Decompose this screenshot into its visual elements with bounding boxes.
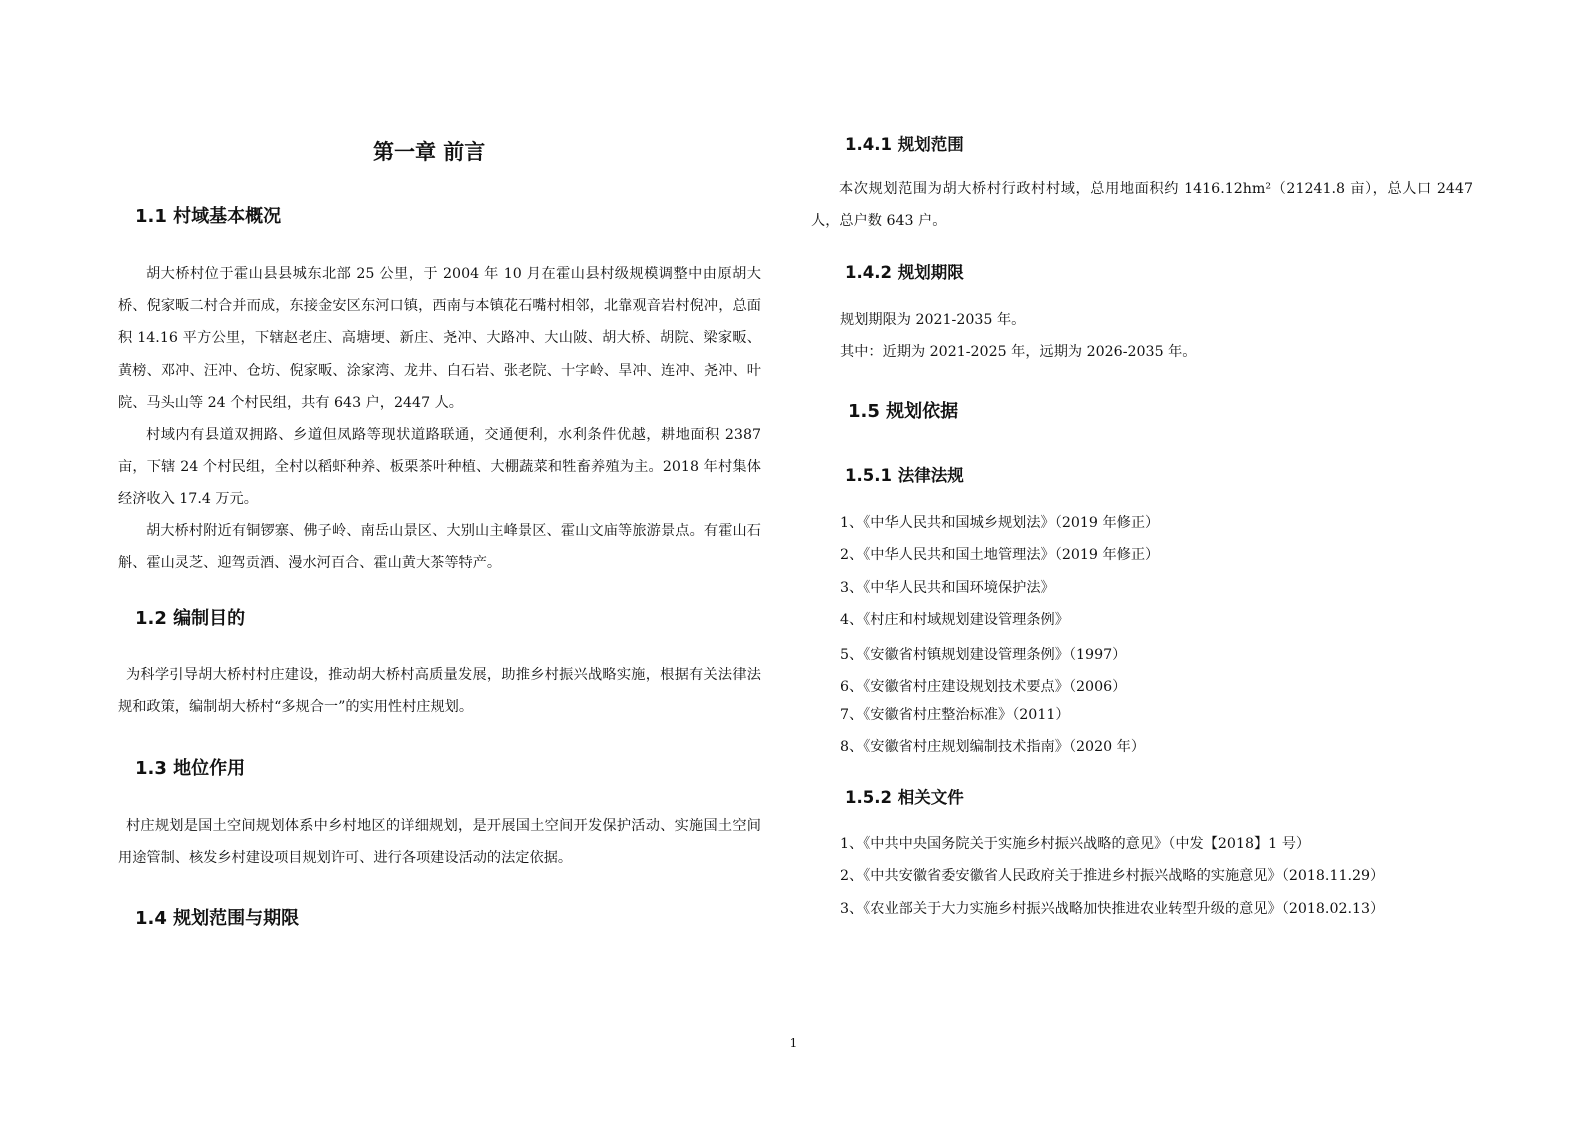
law-list-item: 6、《安徽省村庄建设规划技术要点》（2006） xyxy=(840,679,1127,695)
planning-period-line: 规划期限为 2021-2035 年。 xyxy=(840,312,1026,328)
section-heading-1-3: 1.3 地位作用 xyxy=(135,758,246,779)
section-heading-1-5: 1.5 规划依据 xyxy=(848,401,959,422)
law-list-item: 1、《中华人民共和国城乡规划法》（2019 年修正） xyxy=(840,515,1160,531)
law-list-item: 7、《安徽省村庄整治标准》（2011） xyxy=(840,707,1070,723)
law-list-item: 4、《村庄和村域规划建设管理条例》 xyxy=(840,612,1069,628)
section-heading-1-4-1: 1.4.1 规划范围 xyxy=(845,135,964,154)
paragraph-planning-scope: 本次规划范围为胡大桥村行政村村域，总用地面积约 1416.12hm²（21241.8 亩），总人口 2447 人，总户数 643 户。 xyxy=(811,181,1473,230)
section-heading-1-1: 1.1 村域基本概况 xyxy=(135,206,282,227)
chapter-title: 第一章 前言 xyxy=(373,140,486,164)
paragraph-village-overview: 胡大桥村位于霍山县县城东北部 25 公里，于 2004 年 10 月在霍山县村级规模调整中由原胡大桥、倪家畈二村合并而成，东接金安区东河口镇，西南与本镇花石嘴村相邻，北靠观音岩村倪冲，总面积 14.16 平方公里，下辖赵老庄、高塘埂、新庄、尧冲、大路冲、大山陂、胡大桥、胡院、梁家畈、黄榜、邓冲、汪冲、仓坊、倪家畈、涂家湾、龙井、白石岩、张老院、十字岭、旱冲、连冲、尧冲、叶院、马头山等 24 个村民组，共有 643 户，2447 人。 xyxy=(118,266,761,411)
law-list-item: 3、《中华人民共和国环境保护法》 xyxy=(840,580,1055,596)
section-heading-1-5-2: 1.5.2 相关文件 xyxy=(845,788,964,807)
related-doc-item: 2、《中共安徽省委安徽省人民政府关于推进乡村振兴战略的实施意见》（2018.11.29） xyxy=(840,868,1385,884)
related-doc-item: 1、《中共中央国务院关于实施乡村振兴战略的意见》（中发【2018】1 号） xyxy=(840,836,1311,852)
law-list-item: 2、《中华人民共和国土地管理法》（2019 年修正） xyxy=(840,547,1160,563)
paragraph-tourism-specialties: 胡大桥村附近有铜锣寨、佛子岭、南岳山景区、大别山主峰景区、霍山文庙等旅游景点。有霍山石斛、霍山灵芝、迎驾贡酒、漫水河百合、霍山黄大茶等特产。 xyxy=(118,523,761,572)
related-doc-item: 3、《农业部关于大力实施乡村振兴战略加快推进农业转型升级的意见》（2018.02.13） xyxy=(840,901,1385,917)
paragraph-purpose: 为科学引导胡大桥村村庄建设，推动胡大桥村高质量发展，助推乡村振兴战略实施，根据有关法律法规和政策，编制胡大桥村“多规合一”的实用性村庄规划。 xyxy=(118,667,761,716)
section-heading-1-4-2: 1.4.2 规划期限 xyxy=(845,263,964,282)
section-heading-1-2: 1.2 编制目的 xyxy=(135,608,246,629)
paragraph-transport-economy: 村域内有县道双拥路、乡道但凤路等现状道路联通，交通便利，水利条件优越，耕地面积 2387 亩，下辖 24 个村民组，全村以稻虾种养、板栗茶叶种植、大棚蔬菜和牲畜养殖为主。2018 年村集体经济收入 17.4 万元。 xyxy=(118,427,761,508)
page-number: 1 xyxy=(789,1036,798,1050)
section-heading-1-5-1: 1.5.1 法律法规 xyxy=(845,466,964,485)
law-list-item: 8、《安徽省村庄规划编制技术指南》（2020 年） xyxy=(840,739,1146,755)
planning-period-detail-line: 其中：近期为 2021-2025 年，远期为 2026-2035 年。 xyxy=(840,344,1197,360)
section-heading-1-4: 1.4 规划范围与期限 xyxy=(135,908,300,929)
law-list-item: 5、《安徽省村镇规划建设管理条例》（1997） xyxy=(840,647,1127,663)
paragraph-role: 村庄规划是国土空间规划体系中乡村地区的详细规划，是开展国土空间开发保护活动、实施国土空间用途管制、核发乡村建设项目规划许可、进行各项建设活动的法定依据。 xyxy=(118,818,761,867)
